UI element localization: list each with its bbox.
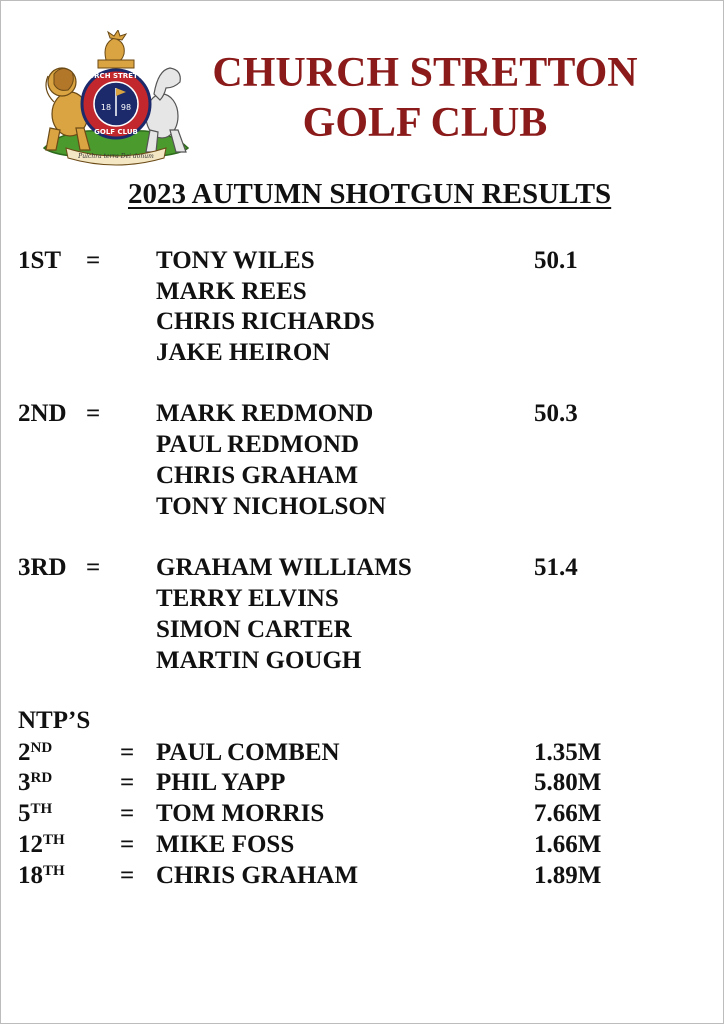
equals-sign: = xyxy=(86,400,101,427)
hole-number: 2 xyxy=(18,739,31,766)
hole-number: 12 xyxy=(18,831,43,858)
player-name: GRAHAM WILLIAMS xyxy=(156,554,412,581)
club-name-line1: CHURCH STRETTON xyxy=(212,50,638,96)
hole-number: 5 xyxy=(18,800,31,827)
result-row xyxy=(0,645,724,676)
ntp-heading: NTP’S xyxy=(18,707,91,734)
hole-suffix: RD xyxy=(30,770,53,786)
player-name: TONY WILES xyxy=(156,247,315,274)
result-row xyxy=(0,306,724,337)
club-name-line2: GOLF CLUB xyxy=(302,100,548,146)
player-name: MARK REES xyxy=(156,278,307,305)
crest-ring-bottom-text: GOLF CLUB xyxy=(94,128,138,136)
result-row xyxy=(0,460,724,491)
player-name: PAUL REDMOND xyxy=(156,431,360,458)
equals-sign: = xyxy=(86,554,101,581)
hole-label xyxy=(18,829,65,860)
player-name: JAKE HEIRON xyxy=(156,339,331,366)
ntp-row xyxy=(0,737,724,768)
player-name: MARTIN GOUGH xyxy=(156,647,362,674)
ntp-player-name: CHRIS GRAHAM xyxy=(156,862,359,889)
hole-number: 18 xyxy=(18,862,43,889)
team-score: 50.1 xyxy=(534,247,578,274)
crest-motto: Pulchra terra Dei donum xyxy=(78,153,154,160)
place-label: 3RD xyxy=(18,554,67,581)
result-row xyxy=(0,337,724,368)
club-name xyxy=(180,48,670,148)
ntp-row xyxy=(0,767,724,798)
result-row xyxy=(0,491,724,522)
ntp-distance: 7.66M xyxy=(534,800,602,827)
equals-sign: = xyxy=(120,831,135,858)
result-row xyxy=(0,276,724,307)
crest-ring-top-text: CHURCH STRETTON xyxy=(77,72,155,80)
ntp-player-name: TOM MORRIS xyxy=(156,800,325,827)
place-label: 1ST xyxy=(18,247,62,274)
player-name: CHRIS RICHARDS xyxy=(156,308,375,335)
player-name: CHRIS GRAHAM xyxy=(156,462,359,489)
equals-sign: = xyxy=(120,739,135,766)
result-row xyxy=(0,398,724,429)
ntp-row xyxy=(0,829,724,860)
crest-year-left: 18 xyxy=(100,103,112,112)
hole-number: 3 xyxy=(18,769,31,796)
hole-suffix: TH xyxy=(43,863,65,879)
team-score: 51.4 xyxy=(534,554,578,581)
club-crest-logo xyxy=(36,30,196,170)
crest-year-right: 98 xyxy=(120,103,132,112)
ntp-distance: 1.89M xyxy=(534,862,602,889)
result-row xyxy=(0,614,724,645)
hole-label xyxy=(18,767,52,798)
player-name: SIMON CARTER xyxy=(156,616,352,643)
result-row xyxy=(0,552,724,583)
result-row xyxy=(0,429,724,460)
result-row xyxy=(0,583,724,614)
hole-label xyxy=(18,798,52,829)
player-name: MARK REDMOND xyxy=(156,400,374,427)
ntp-player-name: PAUL COMBEN xyxy=(156,739,340,766)
team-score: 50.3 xyxy=(534,400,578,427)
result-row xyxy=(0,245,724,276)
ntp-row xyxy=(0,860,724,891)
hole-label xyxy=(18,860,65,891)
ntp-distance: 1.35M xyxy=(534,739,602,766)
hole-suffix: TH xyxy=(30,801,53,817)
ntp-distance: 1.66M xyxy=(534,831,602,858)
player-name: TONY NICHOLSON xyxy=(156,493,386,520)
ntp-player-name: MIKE FOSS xyxy=(156,831,295,858)
ntp-player-name: PHIL YAPP xyxy=(156,769,286,796)
ntp-distance: 5.80M xyxy=(534,769,602,796)
equals-sign: = xyxy=(120,800,135,827)
hole-suffix: TH xyxy=(43,832,65,848)
equals-sign: = xyxy=(86,247,101,274)
results-title: 2023 AUTUMN SHOTGUN RESULTS xyxy=(128,178,612,210)
equals-sign: = xyxy=(120,769,135,796)
hole-suffix: ND xyxy=(30,740,53,756)
equals-sign: = xyxy=(120,862,135,889)
player-name: TERRY ELVINS xyxy=(156,585,339,612)
hole-label xyxy=(18,737,52,768)
place-label: 2ND xyxy=(18,400,67,427)
ntp-row xyxy=(0,798,724,829)
